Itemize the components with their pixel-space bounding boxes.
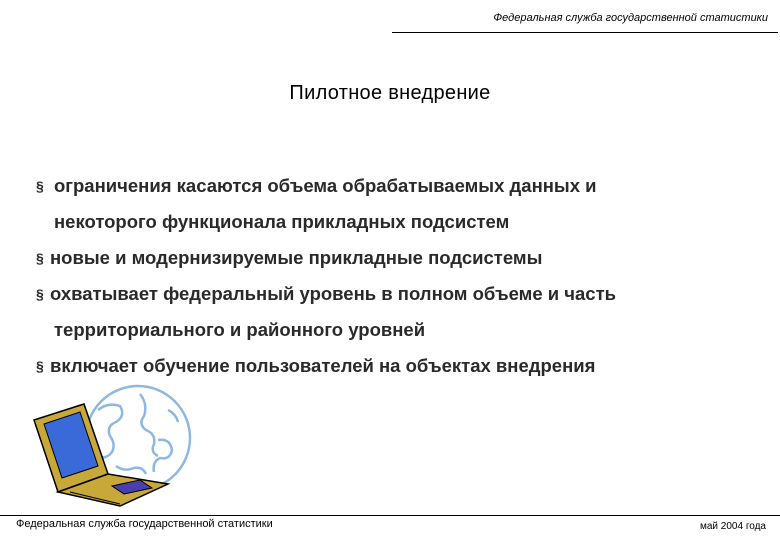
bullet-text: новые и модернизируемые прикладные подсистемы bbox=[50, 247, 543, 268]
bullet-text: охватывает федеральный уровень в полном объеме и часть bbox=[50, 283, 617, 304]
bullet-item bbox=[36, 276, 756, 312]
footer-org-name: Федеральная служба государственной статистики bbox=[16, 518, 273, 530]
header-divider bbox=[392, 32, 778, 33]
bullet-text: территориального и районного уровней bbox=[54, 319, 426, 340]
laptop-icon bbox=[34, 404, 168, 506]
header-text: Федеральная служба государственной статистики bbox=[493, 12, 768, 24]
bullet-marker: § bbox=[36, 250, 44, 266]
bullet-list bbox=[36, 168, 756, 384]
bullet-text: включает обучение пользователей на объектах внедрения bbox=[50, 355, 596, 376]
bullet-item bbox=[36, 348, 756, 384]
bullet-marker: § bbox=[36, 358, 44, 374]
bullet-text: некоторого функционала прикладных подсистем bbox=[54, 211, 510, 232]
bullet-item bbox=[36, 240, 756, 276]
slide-title: Пилотное внедрение bbox=[289, 82, 491, 104]
bullet-item-continuation bbox=[36, 204, 756, 240]
clipart bbox=[28, 380, 198, 510]
bullet-marker: § bbox=[36, 286, 44, 302]
bullet-item bbox=[36, 168, 756, 204]
bullet-item-continuation bbox=[36, 312, 756, 348]
footer-divider bbox=[0, 515, 780, 516]
bullet-marker: § bbox=[36, 178, 44, 194]
bullet-text: ограничения касаются объема обрабатываемых данных и bbox=[54, 175, 597, 196]
footer-date: май 2004 года bbox=[700, 521, 766, 532]
